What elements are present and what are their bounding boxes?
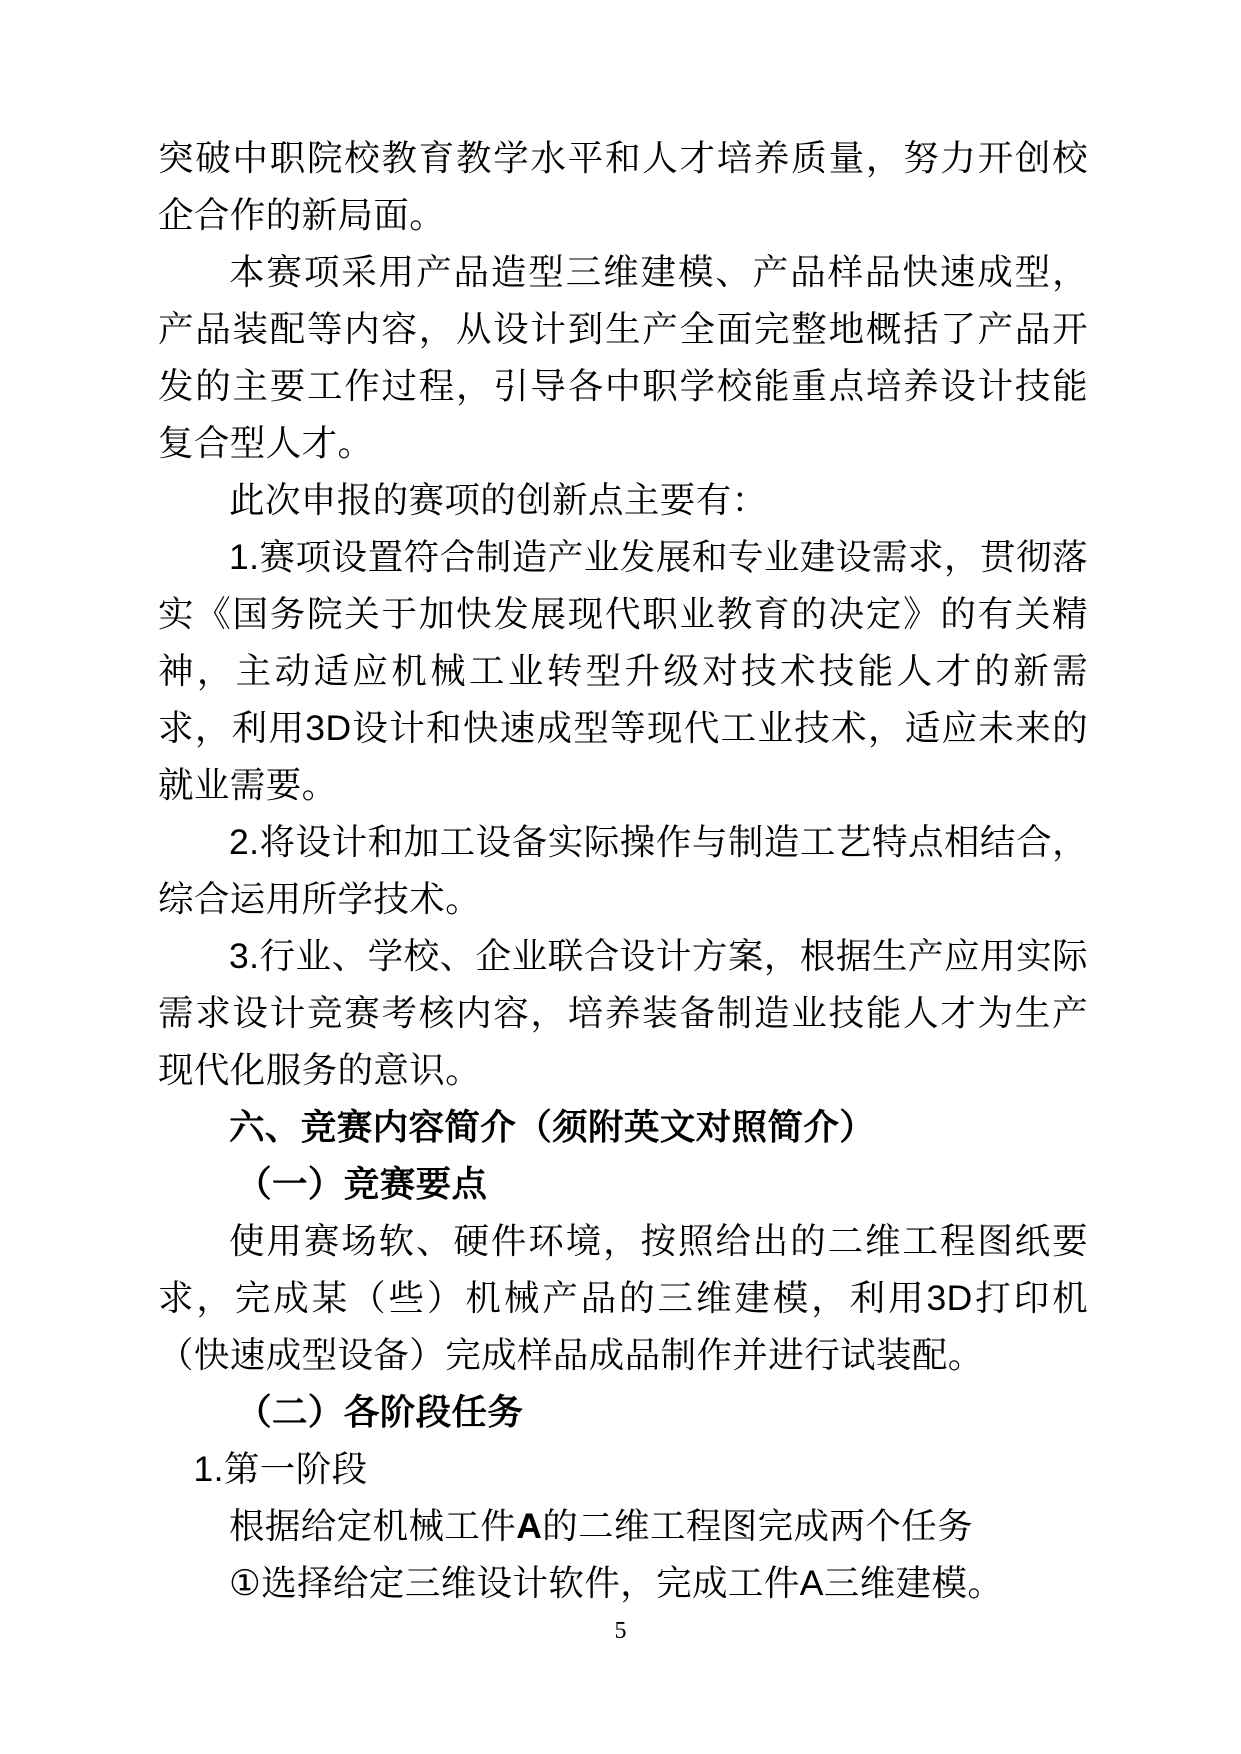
paragraph-innovation-point-3: 3.行业、学校、企业联合设计方案，根据生产应用实际需求设计竞赛考核内容，培养装备制造业技能人才为生产现代化服务的意识。 xyxy=(158,936,1088,1090)
page-content xyxy=(158,130,1088,1612)
paragraph-stage-one-intro xyxy=(158,1498,1088,1555)
paragraph-stage-one-label: 1.第一阶段 xyxy=(193,1449,368,1489)
stage-intro-suffix: 的二维工程图完成两个任务 xyxy=(542,1506,974,1546)
paragraph-continuation: 突破中职院校教育教学水平和人才培养质量，努力开创校企合作的新局面。 xyxy=(158,138,1088,235)
stage-intro-prefix: 根据给定机械工件 xyxy=(229,1506,517,1546)
paragraph-innovation-point-1: 1.赛项设置符合制造产业发展和专业建设需求，贯彻落实《国务院关于加快发展现代职业教育的决定》的有关精神，主动适应机械工业转型升级对技术技能人才的新需求，利用3D设计和快速成型等现代工业技术，适应未来的就业需要。 xyxy=(158,537,1088,805)
paragraph-competition-overview: 本赛项采用产品造型三维建模、产品样品快速成型，产品装配等内容，从设计到生产全面完整地概括了产品开发的主要工作过程，引导各中职学校能重点培养设计技能复合型人才。 xyxy=(158,252,1088,463)
stage-intro-part-label: A xyxy=(516,1506,543,1546)
paragraph-competition-key-points: 使用赛场软、硬件环境，按照给出的二维工程图纸要求，完成某（些）机械产品的三维建模，利用3D打印机（快速成型设备）完成样品成品制作并进行试装配。 xyxy=(158,1221,1088,1375)
page-number: 5 xyxy=(614,1618,627,1644)
paragraph-innovation-intro: 此次申报的赛项的创新点主要有： xyxy=(229,480,768,520)
heading-subsection-one: （一）竞赛要点 xyxy=(236,1164,488,1204)
paragraph-innovation-point-2: 2.将设计和加工设备实际操作与制造工艺特点相结合，综合运用所学技术。 xyxy=(158,822,1088,919)
heading-section-six: 六、竞赛内容简介（须附英文对照简介） xyxy=(229,1107,876,1147)
paragraph-task-one: ①选择给定三维设计软件，完成工件A三维建模。 xyxy=(229,1563,1004,1603)
heading-subsection-two: （二）各阶段任务 xyxy=(236,1392,524,1432)
